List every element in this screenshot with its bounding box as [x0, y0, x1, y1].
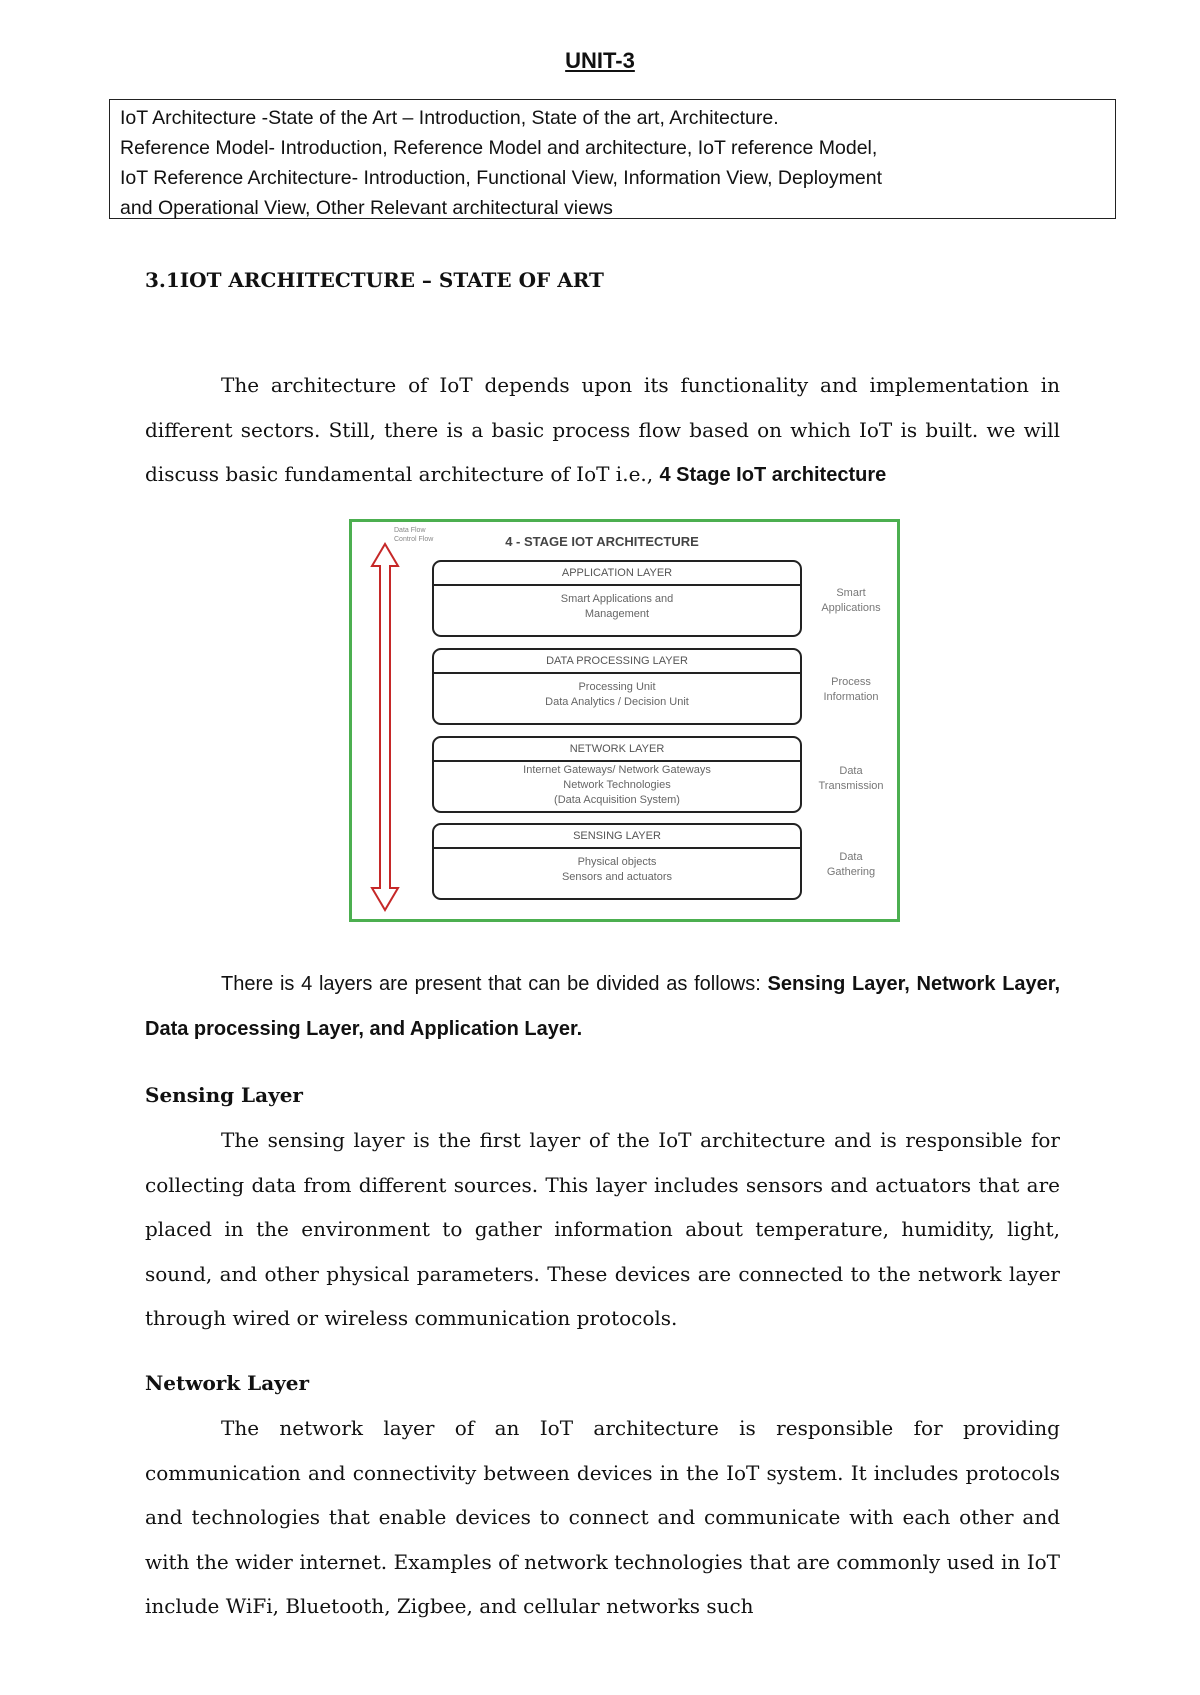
layer-body-line: Processing Unit — [578, 681, 656, 693]
architecture-figure — [349, 519, 900, 922]
layers-paragraph — [145, 962, 1060, 1051]
syllabus-line: Reference Model- Introduction, Reference Model and architecture, IoT reference Model, — [120, 137, 878, 159]
intro-bold: 4 Stage IoT architecture — [659, 464, 887, 486]
legend-control-flow: Control Flow — [394, 536, 434, 543]
side-label-line: Transmission — [818, 780, 884, 792]
side-label-line: Smart — [836, 587, 866, 599]
layer-body — [434, 762, 800, 808]
side-label-line: Information — [823, 691, 879, 703]
sensing-paragraph — [145, 1118, 1060, 1341]
side-label-transmission — [810, 764, 892, 794]
layer-body — [434, 674, 800, 710]
side-label-line: Data — [839, 765, 863, 777]
data-processing-layer-box — [432, 648, 802, 725]
side-label-applications — [810, 586, 892, 616]
layer-body-line: Internet Gateways/ Network Gateways — [523, 764, 711, 776]
syllabus-line: IoT Architecture -State of the Art – Introduction, State of the art, Architecture. — [120, 107, 779, 129]
layer-head: APPLICATION LAYER — [434, 562, 800, 586]
layer-body-line: Data Analytics / Decision Unit — [545, 696, 689, 708]
layer-body-line: Sensors and actuators — [561, 871, 673, 883]
layer-body-line: Physical objects — [577, 856, 657, 868]
layers-text: There is 4 layers are present that can be divided as follows: — [221, 973, 768, 995]
layer-body-line: Management — [584, 608, 650, 620]
layer-head: SENSING LAYER — [434, 825, 800, 849]
network-paragraph — [145, 1406, 1060, 1629]
network-layer-box — [432, 736, 802, 813]
layer-body-line: (Data Acquisition System) — [554, 794, 680, 806]
intro-text: The architecture of IoT depends upon its functionality and implementation in different sectors. Still, there is a basic process flow based on which IoT is built. we will discuss basic fundamental architecture of IoT i.e., — [145, 373, 1060, 486]
figure-title: 4 - STAGE IOT ARCHITECTURE — [505, 534, 699, 549]
layer-body — [434, 586, 800, 622]
sensing-layer-heading: Sensing Layer — [145, 1083, 303, 1107]
sensing-layer-box — [432, 823, 802, 900]
side-label-process — [810, 675, 892, 705]
layer-body-line: Network Technologies — [563, 779, 671, 791]
layers-bold: Sensing Layer, Network Layer, Data processing Layer, and Application Layer. — [145, 973, 1061, 1040]
unit-title: UNIT-3 — [565, 48, 635, 73]
layer-head: NETWORK LAYER — [434, 738, 800, 762]
sensing-text: The sensing layer is the first layer of the IoT architecture and is responsible for collecting data from different sources. This layer includes sensors and actuators that are placed in the environment to gather information about temperature, humidity, light, sound, and other physical parameters. These devices are connected to the network layer through wired or wireless communication protocols. — [145, 1128, 1060, 1330]
data-flow-arrow-icon — [370, 542, 400, 912]
side-label-line: Applications — [821, 602, 881, 614]
network-text: The network layer of an IoT architecture is responsible for providing communication and connectivity between devices in the IoT system. It includes protocols and technologies that enable devices to connect and communicate with each other and with the wider internet. Examples of network technologies that are commonly used in IoT include WiFi, Bluetooth, Zigbee, and cellular networks such — [145, 1416, 1060, 1618]
side-label-line: Gathering — [826, 866, 876, 878]
layer-body-line: Smart Applications and — [560, 593, 674, 605]
syllabus-box — [109, 99, 1116, 219]
syllabus-line: IoT Reference Architecture- Introduction, Functional View, Information View, Deployment — [120, 167, 882, 189]
application-layer-box — [432, 560, 802, 637]
network-layer-heading: Network Layer — [145, 1371, 310, 1395]
layer-body — [434, 849, 800, 885]
side-label-line: Process — [831, 676, 871, 688]
syllabus-line: and Operational View, Other Relevant architectural views — [120, 197, 613, 219]
legend-data-flow: Data Flow — [394, 527, 426, 534]
side-label-gathering — [810, 850, 892, 880]
layer-head: DATA PROCESSING LAYER — [434, 650, 800, 674]
side-label-line: Data — [839, 851, 863, 863]
intro-paragraph — [145, 363, 1060, 498]
section-heading: 3.1IOT ARCHITECTURE – STATE OF ART — [145, 268, 604, 292]
